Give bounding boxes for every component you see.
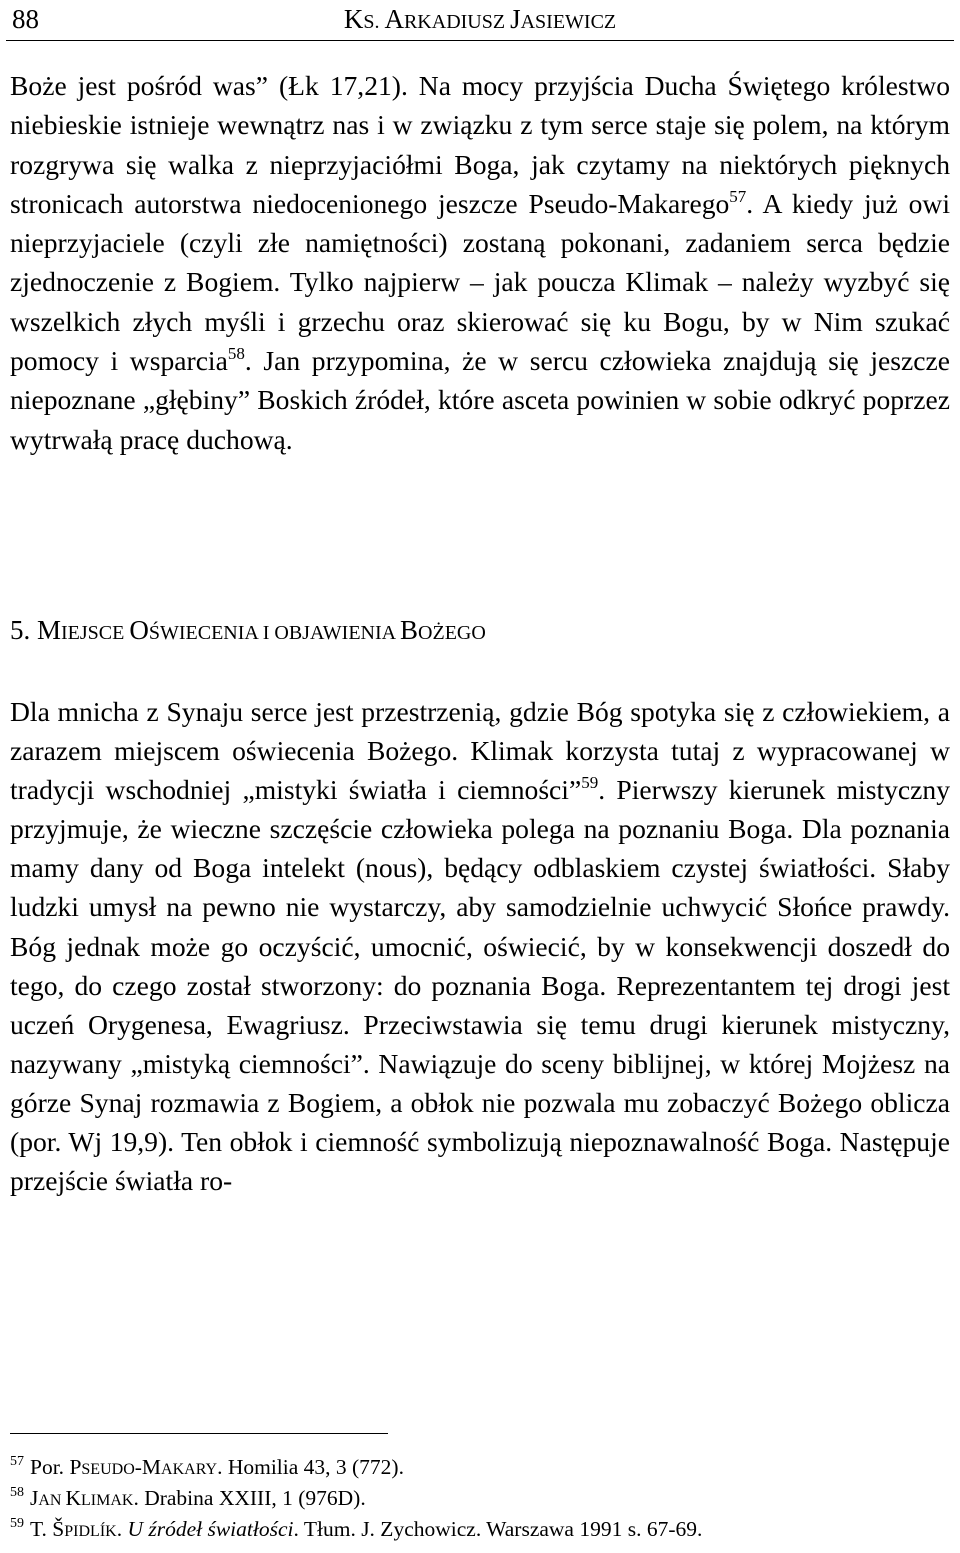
footnote-smallcaps: AN bbox=[38, 1492, 66, 1509]
footnotes bbox=[10, 1453, 950, 1546]
footnote-cap: J bbox=[30, 1486, 39, 1510]
footnote-smallcaps: LIMAK bbox=[81, 1492, 134, 1509]
footnote-number: 57 bbox=[10, 1454, 24, 1469]
section-number: 5. bbox=[10, 615, 37, 645]
footnote-cap: K bbox=[65, 1486, 82, 1510]
footnote-smallcaps: PIDLÍK bbox=[64, 1523, 117, 1540]
header-rule bbox=[6, 40, 954, 41]
footnote-number: 59 bbox=[10, 1516, 24, 1531]
footnote-text: . bbox=[116, 1517, 128, 1541]
paragraph-1-segment-3: . Jan przypomina, że w sercu człowieka znajdują się jeszcze niepoznane „głębiny” Boskich źródeł, które asceta powinien w sobie odkryć poprzez wytrwałą pracę duchową. bbox=[10, 345, 950, 455]
footnote-smallcaps: SEUDO bbox=[81, 1461, 135, 1478]
footnote-rule bbox=[10, 1433, 388, 1434]
footnote-text: . Tłum. J. Zychowicz. Warszawa 1991 s. 67-69. bbox=[293, 1517, 703, 1541]
footnote-ref-59: 59 bbox=[581, 773, 599, 793]
paragraph-2 bbox=[10, 692, 950, 1200]
footnote-cap: P bbox=[69, 1455, 82, 1479]
heading-cap: O bbox=[129, 615, 149, 645]
author-last-name-rest: ASIEWICZ bbox=[520, 11, 617, 33]
footnote-smallcaps: AKARY bbox=[161, 1461, 218, 1478]
paragraph-1 bbox=[10, 66, 950, 459]
paragraph-2-segment-1: Dla mnicha z Synaju serce jest przestrzenią, gdzie Bóg spotyka się z człowiekiem, a zarazem miejscem oświecenia Bożego. Klimak korzysta tutaj z wypracowanej w tradycji wschodniej „mistyki światła i ciemności” bbox=[10, 696, 950, 806]
paragraph-1-segment-1: Boże jest pośród was” (Łk 17,21). Na mocy przyjścia Ducha Świętego królestwo niebieskie istnieje wewnątrz nas i w związku z tym serce staje się polem, na którym rozgrywa się walka z nieprzyjaciółmi Boga, jak czytamy na niektórych pięknych stronicach autorstwa niedocenionego jeszcze Pseudo-Makarego bbox=[10, 70, 950, 219]
author-prefix-rest: S. bbox=[363, 11, 385, 33]
section-heading bbox=[10, 612, 950, 651]
paragraph-2-segment-2: . Pierwszy kierunek mistyczny przyjmuje, że wieczne szczęście człowieka polega na poznaniu Boga. Dla poznania mamy dany od Boga intelekt (nous), będący odblaskiem czystej światłości. Słaby ludzki umysł na pewno nie wystarczy, aby samodzielnie uchwycić Słońce prawdy. Bóg jednak może go oczyścić, umocnić, oświecić, by w konsekwencji doszedł do tego, do czego został stworzony: do poznania Boga. Reprezentantem tej drogi jest uczeń Orygenesa, Ewagriusz. Przeciwstawia się temu drugi kierunek mistyczny, nazywany „mistyką ciemności”. Nawiązuje do sceny biblijnej, w której Mojżesz na górze Synaj rozmawia z Bogiem, a obłok nie pozwala mu zobaczyć Bożego oblicza (por. Wj 19,9). Ten obłok i ciemność symbolizują niepoznawalność Boga. Następuje przejście światła ro- bbox=[10, 774, 950, 1197]
footnote-57 bbox=[10, 1453, 950, 1484]
paragraph-1-segment-2: . A kiedy już owi nieprzyjaciele (czyli złe namiętności) zostaną pokonani, zadaniem serca będzie zjednoczenie z Bogiem. Tylko najpierw – jak poucza Klimak – należy wyzbyć się wszelkich złych myśli i grzechu oraz skierować się ku Bogu, by w Nim szukać pomocy i wsparcia bbox=[10, 187, 950, 377]
footnote-book-title: U źródeł światłości bbox=[127, 1517, 294, 1541]
footnote-text: . Homilia 43, 3 (772). bbox=[217, 1455, 404, 1479]
footnote-ref-57: 57 bbox=[729, 186, 747, 206]
footnote-text: Por. bbox=[30, 1455, 70, 1479]
page-number: 88 bbox=[12, 4, 39, 34]
footnote-text: T. bbox=[30, 1517, 53, 1541]
footnote-cap: M bbox=[141, 1455, 162, 1479]
footnote-number: 58 bbox=[10, 1485, 24, 1500]
footnote-59 bbox=[10, 1515, 950, 1546]
author-first-name-rest: RKADIUSZ bbox=[403, 11, 511, 33]
footnote-text: - bbox=[134, 1455, 142, 1479]
heading-cap: M bbox=[37, 615, 62, 645]
paragraph-2-text bbox=[10, 692, 950, 1200]
footnote-58 bbox=[10, 1484, 950, 1515]
footnote-cap: Š bbox=[52, 1517, 65, 1541]
paragraph-1-text bbox=[10, 66, 950, 459]
footnote-text: . Drabina XXIII, 1 (976D). bbox=[133, 1486, 366, 1510]
page-header bbox=[6, 0, 954, 40]
heading-cap: B bbox=[400, 615, 419, 645]
running-head-author bbox=[6, 2, 954, 39]
heading-smallcaps: IEJSCE bbox=[61, 622, 130, 644]
author-first-name-initial: A bbox=[384, 4, 404, 34]
heading-smallcaps: ŚWIECENIA I OBJAWIENIA bbox=[148, 622, 401, 644]
heading-smallcaps: OŻEGO bbox=[418, 622, 486, 644]
footnote-ref-58: 58 bbox=[227, 344, 245, 364]
author-initial: K bbox=[343, 4, 364, 34]
author-last-name-initial: J bbox=[510, 4, 521, 34]
